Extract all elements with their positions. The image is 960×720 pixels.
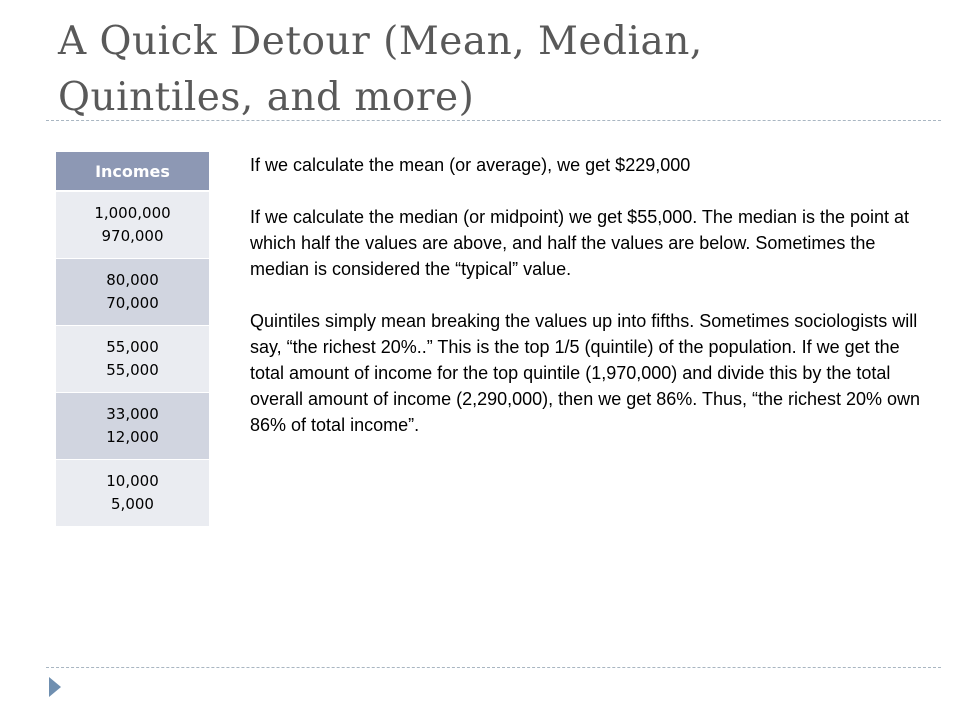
table-cell xyxy=(56,191,209,259)
slide-title xyxy=(58,14,918,126)
income-value: 12,000 xyxy=(106,428,159,446)
income-value: 80,000 xyxy=(106,271,159,289)
income-value: 70,000 xyxy=(106,294,159,312)
table-cell xyxy=(56,326,209,393)
median-paragraph: If we calculate the median (or midpoint) we get $55,000. The median is the point at which half the values are above, and half the values are below. Sometimes the median is considered the “typical” value. xyxy=(250,207,910,279)
income-value: 55,000 xyxy=(106,338,159,356)
income-value: 970,000 xyxy=(101,227,164,245)
triangle-bullet-icon xyxy=(49,677,61,697)
incomes-header: Incomes xyxy=(56,152,209,191)
table-cell xyxy=(56,460,209,527)
table-header-row xyxy=(56,152,209,191)
slide-title-line-2: Quintiles, and more) xyxy=(58,75,475,120)
table-row xyxy=(56,191,209,259)
income-value: 1,000,000 xyxy=(94,204,171,222)
incomes-table xyxy=(56,152,209,526)
table-row xyxy=(56,460,209,527)
footer-divider xyxy=(46,667,941,668)
table-cell xyxy=(56,393,209,460)
income-value: 5,000 xyxy=(111,495,154,513)
slide-title-line-1: A Quick Detour (Mean, Median, xyxy=(58,19,703,64)
quintiles-paragraph: Quintiles simply mean breaking the values up into fifths. Sometimes sociologists will say, “the richest 20%..” This is the top 1/5 (quintile) of the population. If we get the total amount of income for the top quintile (1,970,000) and divide this by the total overall amount of income (2,290,000), then we get 86%. Thus, “the richest 20% own 86% of total income”. xyxy=(250,311,921,435)
table-row xyxy=(56,326,209,393)
title-divider xyxy=(46,120,941,121)
income-value: 10,000 xyxy=(106,472,159,490)
explanation-text xyxy=(250,152,930,464)
income-value: 55,000 xyxy=(106,361,159,379)
table-row xyxy=(56,259,209,326)
table-row xyxy=(56,393,209,460)
table-cell xyxy=(56,259,209,326)
income-value: 33,000 xyxy=(106,405,159,423)
mean-paragraph: If we calculate the mean (or average), we get $229,000 xyxy=(250,155,691,175)
